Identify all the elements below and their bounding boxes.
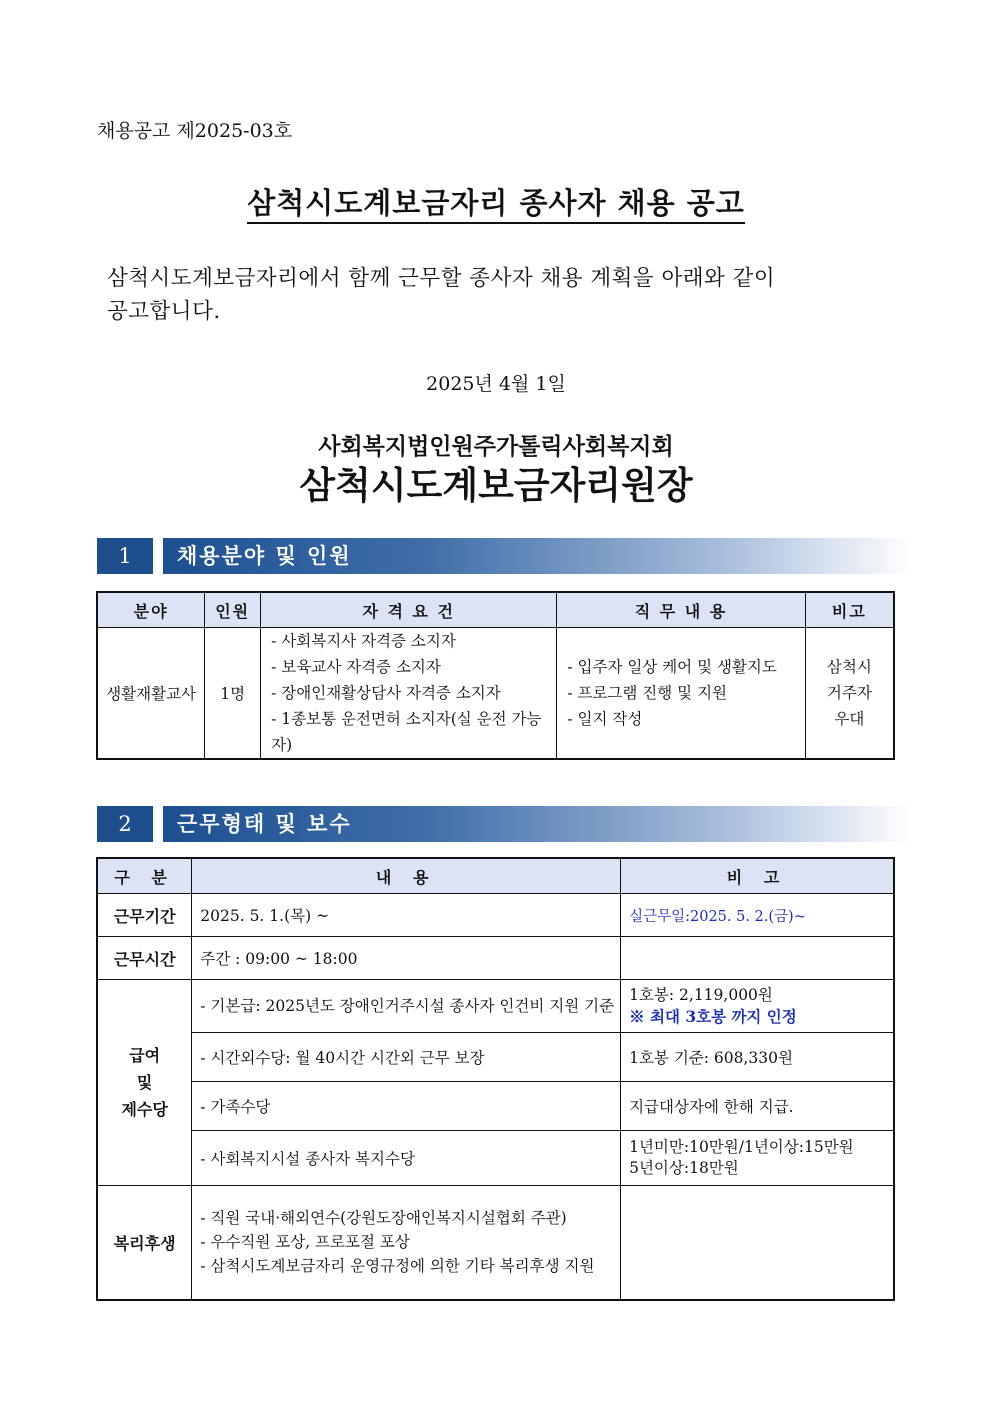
table-row: [97, 1186, 894, 1300]
intro-paragraph: [107, 262, 867, 328]
pay-note-line: 1호봉: 2,119,000원: [629, 986, 773, 1004]
work-conditions-table: [96, 857, 895, 1301]
welfare-allowance-note-line: 5년이상:18만원: [629, 1159, 739, 1177]
header-qualifications: 자 격 요 건: [261, 592, 557, 628]
pay-note: [621, 980, 894, 1033]
table-row: [97, 980, 894, 1033]
pay-head: [97, 980, 192, 1186]
hours-content: 주간 : 09:00 ~ 18:00: [192, 937, 621, 980]
pay-head-line: 급여: [129, 1046, 161, 1065]
section-2-header: [97, 806, 912, 842]
overtime-content: - 시간외수당: 월 40시간 시간외 근무 보장: [192, 1033, 621, 1082]
pay-head-line: 및: [136, 1073, 153, 1092]
section-2-bar: [163, 806, 912, 842]
qualifications-cell: [261, 628, 557, 760]
period-note: 실근무일:2025. 5. 2.(금)~: [621, 894, 894, 937]
header-duties: 직 무 내 용: [557, 592, 805, 628]
pay-note-emphasis: ※ 최대 3호봉 까지 인정: [629, 1007, 797, 1026]
section-2-label: 근무형태 및 보수: [177, 811, 352, 836]
table-header-row: [97, 858, 894, 894]
intro-line-2: 공고합니다.: [107, 299, 221, 324]
remark-line: 거주자: [826, 684, 872, 702]
pay-content-text: - 기본급: 2025년도 장애인거주시설 종사자 인건비 지원 기준: [200, 996, 615, 1015]
table-header-row: [97, 592, 894, 628]
duty-item: - 일지 작성: [567, 710, 643, 728]
table-row: [97, 1033, 894, 1082]
header-remark: 비고: [805, 592, 894, 628]
qualification-item: - 보육교사 자격증 소지자: [271, 658, 441, 676]
welfare-allowance-note: [621, 1131, 894, 1186]
table-row: [97, 628, 894, 760]
qualification-item: - 1종보통 운전면허 소지자(실 운전 가능자): [271, 710, 542, 754]
remark-line: 삼척시: [826, 658, 872, 676]
qualification-item: - 사회복지사 자격증 소지자: [271, 632, 456, 650]
qualification-item: - 장애인재활상담사 자격증 소지자: [271, 684, 501, 702]
period-head: 근무기간: [97, 894, 192, 937]
header-field: 분야: [97, 592, 205, 628]
header-count: 인원: [205, 592, 261, 628]
welfare-item: - 우수직원 포상, 프로포절 포상: [200, 1233, 410, 1252]
pay-head-line: 제수당: [121, 1100, 168, 1119]
announcement-date: 2025년 4월 1일: [426, 373, 566, 395]
welfare-note: [621, 1186, 894, 1300]
section-1-label: 채용분야 및 인원: [177, 543, 352, 568]
family-allowance-note: 지급대상자에 한해 지급.: [621, 1082, 894, 1131]
table-row: [97, 894, 894, 937]
table-row: [97, 1131, 894, 1186]
duties-cell: [557, 628, 805, 760]
organization-name: 사회복지법인원주가톨릭사회복지회: [318, 434, 674, 460]
recruitment-table: [96, 591, 895, 760]
welfare-allowance-note-line: 1년미만:10만원/1년이상:15만원: [629, 1138, 854, 1156]
header-content: 내 용: [192, 858, 621, 894]
page-title: [0, 181, 992, 222]
table-row: [97, 937, 894, 980]
welfare-item: [200, 1254, 620, 1278]
hours-head: 근무시간: [97, 937, 192, 980]
welfare-allowance-content: - 사회복지시설 종사자 복지수당: [192, 1131, 621, 1186]
count-cell: 1명: [205, 628, 261, 760]
field-cell: 생활재활교사: [97, 628, 205, 760]
intro-line-1: 삼척시도계보금자리에서 함께 근무할 종사자 채용 계획을 아래와 같이: [107, 266, 776, 291]
duty-item: - 입주자 일상 케어 및 생활지도: [567, 658, 777, 676]
table-row: [97, 1082, 894, 1131]
remark-line: 우대: [834, 710, 865, 728]
welfare-item: - 직원 국내·해외연수(강원도장애인복지시설협회 주관): [200, 1209, 567, 1228]
period-content: 2025. 5. 1.(목) ~: [192, 894, 621, 937]
section-2-number: 2: [97, 806, 153, 842]
header-category: 구 분: [97, 858, 192, 894]
section-1-bar: [163, 538, 912, 574]
welfare-item-text: - 삼척시도계보금자리 운영규정에 의한 기타 복리후생 지원: [200, 1257, 595, 1276]
overtime-note: 1호봉 기준: 608,330원: [621, 1033, 894, 1082]
notice-number: 채용공고 제2025-03호: [97, 120, 293, 142]
duty-item: - 프로그램 진행 및 지원: [567, 684, 728, 702]
family-allowance-content: - 가족수당: [192, 1082, 621, 1131]
section-1-number: 1: [97, 538, 153, 574]
header-note: 비 고: [621, 858, 894, 894]
section-1-header: [97, 538, 912, 574]
welfare-head: 복리후생: [97, 1186, 192, 1300]
pay-content: [192, 980, 621, 1033]
hours-note: [621, 937, 894, 980]
remark-cell: [805, 628, 894, 760]
page-title-text: 삼척시도계보금자리 종사자 채용 공고: [247, 186, 745, 224]
welfare-content: [192, 1186, 621, 1300]
director-title: 삼척시도계보금자리원장: [299, 464, 693, 507]
